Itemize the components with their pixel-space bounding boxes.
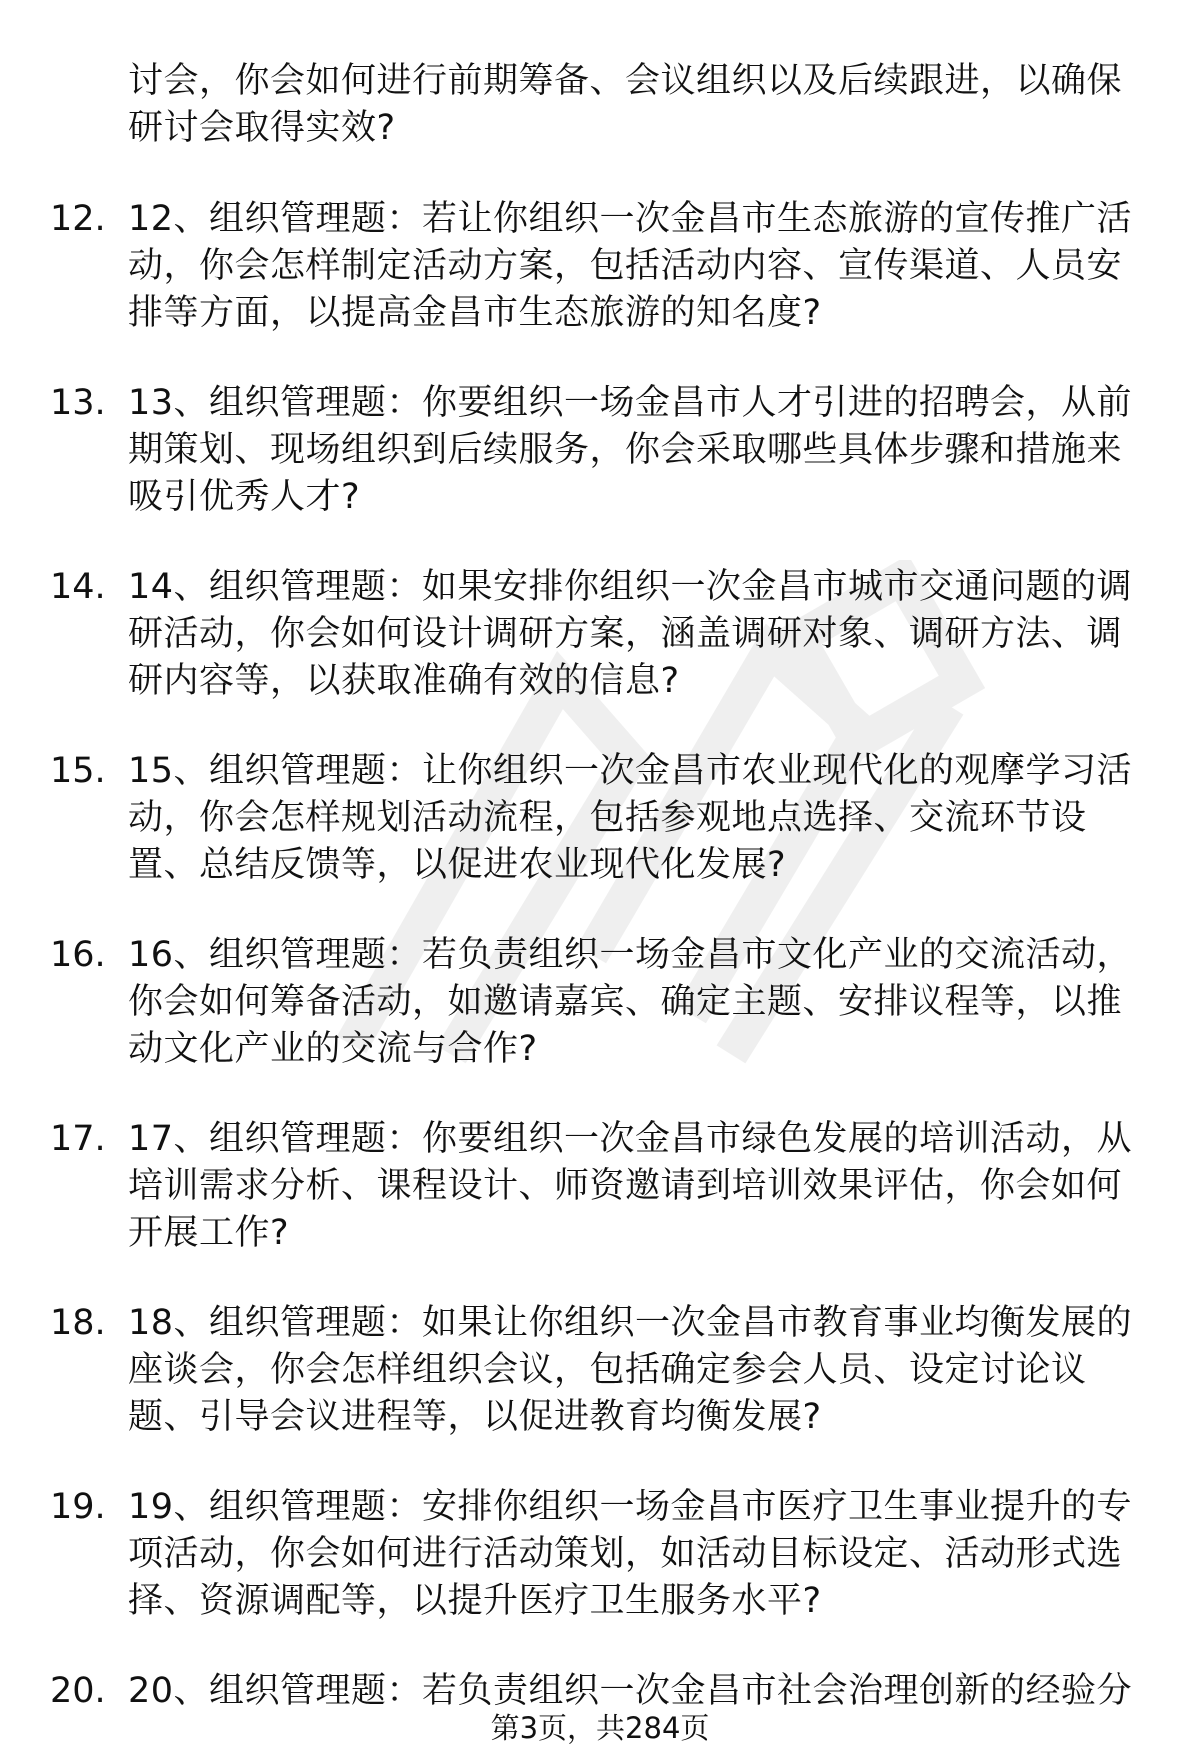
list-number: 16. — [50, 935, 106, 975]
question-text: 17、组织管理题：你要组织一次金昌市绿色发展的培训活动，从培训需求分析、课程设计、师资邀请到培训效果评估，你会如何开展工作? — [128, 1119, 1133, 1253]
list-item — [0, 748, 1200, 889]
list-item — [0, 380, 1200, 521]
question-list — [0, 196, 1200, 1758]
list-item — [0, 932, 1200, 1073]
list-number: 18. — [50, 1303, 106, 1343]
list-number: 20. — [50, 1671, 106, 1711]
question-text: 19、组织管理题：安排你组织一场金昌市医疗卫生事业提升的专项活动，你会如何进行活动策划，如活动目标设定、活动形式选择、资源调配等，以提升医疗卫生服务水平? — [128, 1487, 1133, 1621]
list-number: 14. — [50, 567, 106, 607]
question-text: 12、组织管理题：若让你组织一次金昌市生态旅游的宣传推广活动，你会怎样制定活动方案，包括活动内容、宣传渠道、人员安排等方面，以提高金昌市生态旅游的知名度? — [128, 199, 1133, 333]
list-item — [0, 1668, 1200, 1715]
question-text: 16、组织管理题：若负责组织一场金昌市文化产业的交流活动，你会如何筹备活动，如邀请嘉宾、确定主题、安排议程等，以推动文化产业的交流与合作? — [128, 935, 1133, 1069]
list-number: 17. — [50, 1119, 106, 1159]
list-number: 13. — [50, 383, 106, 423]
question-text: 14、组织管理题：如果安排你组织一次金昌市城市交通问题的调研活动，你会如何设计调研方案，涵盖调研对象、调研方法、调研内容等，以获取准确有效的信息? — [128, 567, 1133, 701]
question-text: 18、组织管理题：如果让你组织一次金昌市教育事业均衡发展的座谈会，你会怎样组织会议，包括确定参会人员、设定讨论议题、引导会议进程等，以促进教育均衡发展? — [128, 1303, 1133, 1437]
list-item — [0, 196, 1200, 337]
question-text: 13、组织管理题：你要组织一场金昌市人才引进的招聘会，从前期策划、现场组织到后续服务，你会采取哪些具体步骤和措施来吸引优秀人才? — [128, 383, 1133, 517]
list-number: 19. — [50, 1487, 106, 1527]
question-text: 20、组织管理题：若负责组织一次金昌市社会治理创新的经验分 — [128, 1671, 1133, 1711]
question-text: 15、组织管理题：让你组织一次金昌市农业现代化的观摩学习活动，你会怎样规划活动流程，包括参观地点选择、交流环节设置、总结反馈等，以促进农业现代化发展? — [128, 751, 1133, 885]
list-item — [0, 1300, 1200, 1441]
page-footer: 第3页，共284页 — [490, 1711, 710, 1745]
list-item — [0, 1116, 1200, 1257]
continued-question-text: 讨会，你会如何进行前期筹备、会议组织以及后续跟进，以确保研讨会取得实效? — [128, 61, 1123, 148]
list-item — [0, 564, 1200, 705]
list-item — [0, 1484, 1200, 1625]
list-number: 15. — [50, 751, 106, 791]
list-number: 12. — [50, 199, 106, 239]
